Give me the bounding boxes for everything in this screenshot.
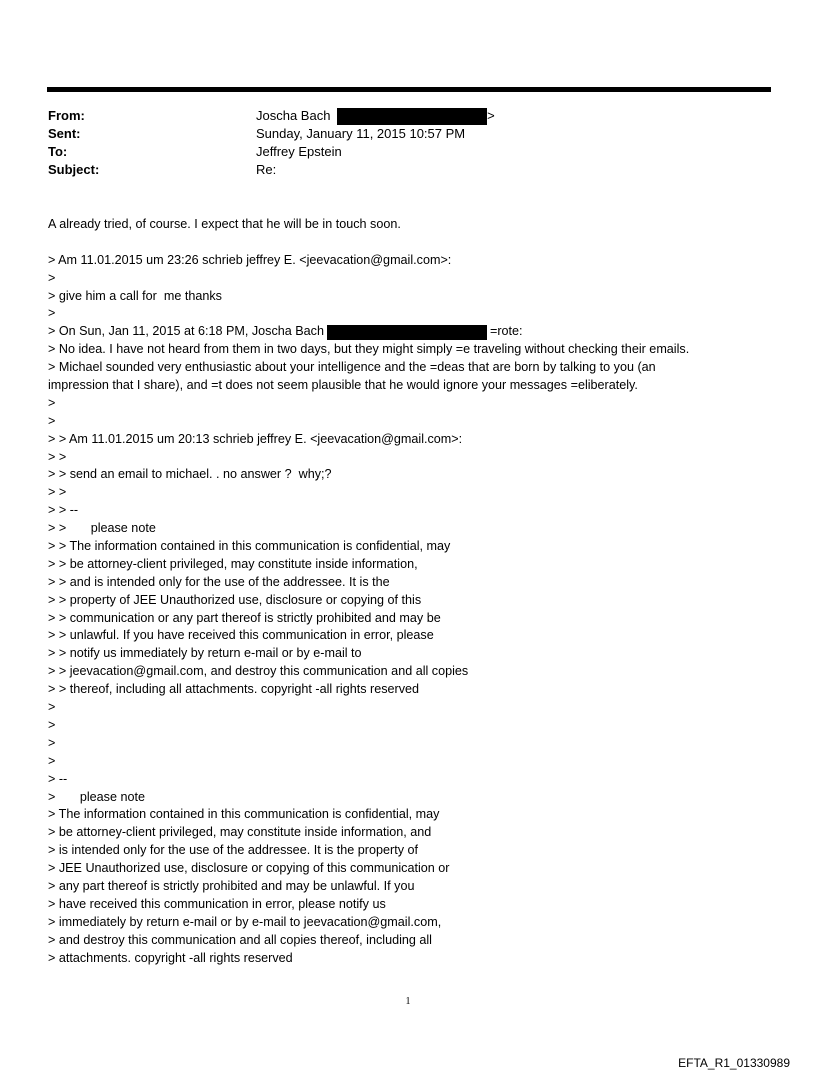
bates-number: EFTA_R1_01330989 [678,1056,790,1070]
subject-label: Subject: [48,162,100,177]
body-line: > [48,753,56,768]
body-line: > > thereof, including all attachments. copyright -all rights reserved [48,682,420,697]
redaction-box [337,108,487,125]
sent-value: Sunday, January 11, 2015 10:57 PM [256,126,466,141]
body-line: > > notify us immediately by return e-mail or by e-mail to [48,646,362,661]
to-label: To: [48,144,68,159]
from-tail: > [487,108,495,123]
email-body [48,216,778,967]
body-line: > [48,700,56,715]
body-line: > > property of JEE Unauthorized use, disclosure or copying of this [48,592,422,607]
body-line: > The information contained in this communication is confidential, may [48,807,440,822]
body-line: > [48,717,56,732]
body-line: > > jeevacation@gmail.com, and destroy this communication and all copies [48,664,469,679]
body-line: > any part thereof is strictly prohibited and may be unlawful. If you [48,878,415,893]
from-label: From: [48,108,85,123]
body-line: > > -- [48,503,79,518]
body-line: > [48,270,56,285]
body-line: A already tried, of course. I expect that he will be in touch soon. [48,217,401,231]
body-line: > > and is intended only for the use of the addressee. It is the [48,574,390,589]
body-line: impression that I share), and =t does not seem plausible that he would ignore your messages =eliberately. [48,378,638,393]
body-line: > [48,735,56,750]
body-line: > > Am 11.01.2015 um 20:13 schrieb jeffrey E. <jeevacation@gmail.com>: [48,431,463,446]
header-divider-rule [47,87,771,92]
body-line: > please note [48,789,145,804]
sent-label: Sent: [48,126,81,141]
body-line: > immediately by return e-mail or by e-mail to jeevacation@gmail.com, [48,914,442,929]
page-number: 1 [405,996,411,1007]
body-line [48,234,778,252]
body-line: > > unlawful. If you have received this communication in error, please [48,628,434,643]
subject-value: Re: [256,162,277,177]
body-line: > [48,306,56,321]
body-line: > Am 11.01.2015 um 23:26 schrieb jeffrey E. <jeevacation@gmail.com>: [48,252,452,267]
body-line: > have received this communication in error, please notify us [48,896,386,911]
body-line: > [48,395,56,410]
quoted-header-text: > On Sun, Jan 11, 2015 at 6:18 PM, Joscha Bach [48,324,324,339]
body-line: > > [48,449,67,464]
from-name: Joscha Bach [256,108,331,123]
redaction-box [327,325,487,340]
body-line: > > The information contained in this communication is confidential, may [48,539,451,554]
body-line: > JEE Unauthorized use, disclosure or copying of this communication or [48,861,450,876]
redacted-line-suffix: =rote: [489,324,523,339]
body-line: > give him a call for me thanks [48,288,222,303]
body-line: > > please note [48,521,156,536]
body-line: > > communication or any part thereof is strictly prohibited and may be [48,610,441,625]
body-line: > > be attorney-client privileged, may constitute inside information, [48,556,418,571]
body-line: > -- [48,771,68,786]
body-line: > is intended only for the use of the addressee. It is the property of [48,843,418,858]
body-line: > Michael sounded very enthusiastic about your intelligence and the =deas that are born by talking to you (an [48,360,656,375]
body-line: > [48,413,56,428]
body-line: > and destroy this communication and all copies thereof, including all [48,932,432,947]
body-line: > No idea. I have not heard from them in two days, but they might simply =e traveling without checking their emails. [48,342,690,357]
to-value: Jeffrey Epstein [256,144,342,159]
body-line [48,323,778,341]
body-line: > > [48,485,67,500]
body-line: > be attorney-client privileged, may constitute inside information, and [48,825,432,840]
from-value [256,107,495,125]
body-line: > > send an email to michael. . no answer ? why;? [48,467,332,482]
body-line: > attachments. copyright -all rights reserved [48,950,293,965]
